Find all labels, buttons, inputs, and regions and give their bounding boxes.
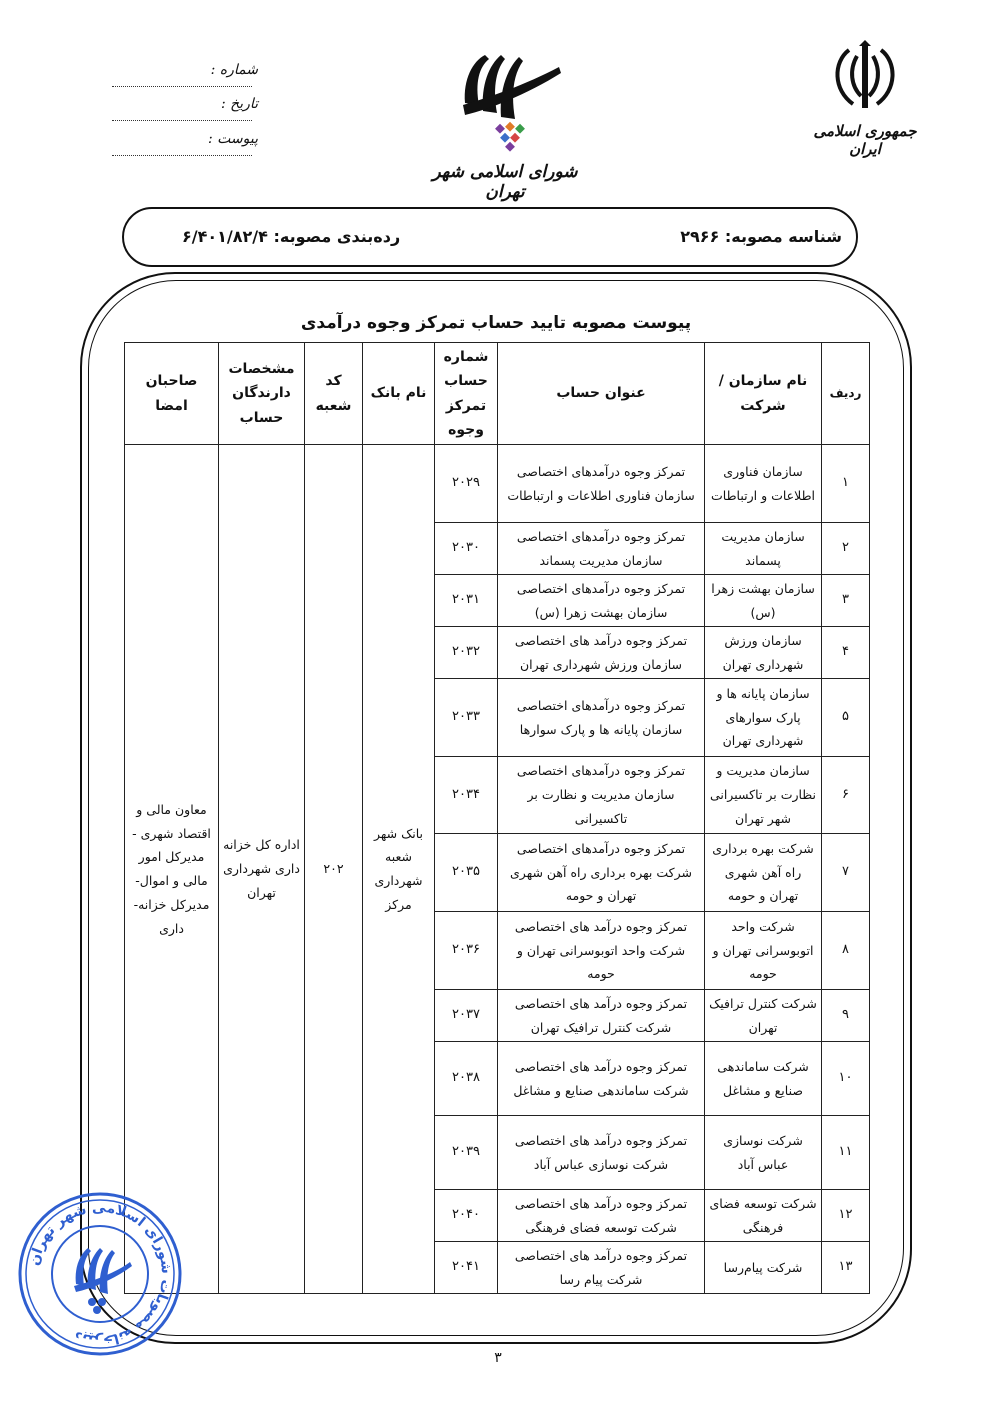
row-account: ۲۰۳۷ — [435, 990, 498, 1042]
row-account: ۲۰۳۵ — [435, 834, 498, 912]
iran-emblem-icon — [825, 40, 905, 116]
row-title: تمرکز وجوه درآمدهای اختصاصی سازمان مدیریت پسماند — [498, 523, 705, 575]
row-account: ۲۰۳۱ — [435, 575, 498, 627]
row-org: سازمان مدیریت و نظارت بر تاکسیرانی شهر تهران — [705, 757, 822, 834]
signers-cell: معاون مالی و اقتصاد شهری - مدیرکل امور مالی و اموال- مدیرکل خزانه- داری — [125, 445, 219, 1294]
row-index: ۱۰ — [822, 1042, 870, 1116]
row-org: شرکت ساماندهی صنایع و مشاغل — [705, 1042, 822, 1116]
row-org: شرکت کنترل ترافیک تهران — [705, 990, 822, 1042]
row-org: سازمان ورزش شهرداری تهران — [705, 627, 822, 679]
row-account: ۲۰۴۱ — [435, 1242, 498, 1294]
header-account-number: شماره حساب تمرکز وجوه — [435, 343, 498, 445]
row-title: تمرکز وجوه درآمد های اختصاصی شرکت توسعه فضای فرهنگی — [498, 1190, 705, 1242]
row-index: ۱۳ — [822, 1242, 870, 1294]
row-title: تمرکز وجوه درآمدهای اختصاصی شرکت بهره برداری راه آهن شهری تهران و حومه — [498, 834, 705, 912]
table-row — [125, 445, 870, 523]
council-name: شورای اسلامی شهر تهران — [432, 162, 578, 202]
republic-text: جمهوری اسلامی ایران — [813, 122, 917, 158]
branch-cell: ۲۰۲ — [305, 445, 363, 1294]
attachment-dots — [112, 155, 252, 156]
stamp-text: دبیرخانه مصوبات شورای اسلامی شهر تهران — [26, 1199, 175, 1349]
holders-cell: اداره کل خزانه داری شهرداری تهران — [219, 445, 305, 1294]
number-field — [78, 62, 258, 94]
bank-cell: بانک شهر شعبه شهرداری مرکز — [363, 445, 435, 1294]
row-index: ۴ — [822, 627, 870, 679]
row-title: تمرکز وجوه درآمدهای اختصاصی سازمان مدیریت و نظارت بر تاکسیرانی — [498, 757, 705, 834]
row-account: ۲۰۳۶ — [435, 912, 498, 990]
row-index: ۲ — [822, 523, 870, 575]
row-account: ۲۰۳۴ — [435, 757, 498, 834]
row-index: ۹ — [822, 990, 870, 1042]
row-index: ۷ — [822, 834, 870, 912]
row-org: شرکت نوسازی عباس آباد — [705, 1116, 822, 1190]
row-index: ۶ — [822, 757, 870, 834]
row-org: سازمان فناوری اطلاعات و ارتباطات — [705, 445, 822, 523]
row-title: تمرکز وجوه درآمد های اختصاصی شرکت کنترل ترافیک تهران — [498, 990, 705, 1042]
council-stamp-icon — [14, 1188, 186, 1360]
row-account: ۲۰۳۹ — [435, 1116, 498, 1190]
row-org: سازمان بهشت زهرا (س) — [705, 575, 822, 627]
row-account: ۲۰۴۰ — [435, 1190, 498, 1242]
row-title: تمرکز وجوه درآمد های اختصاصی سازمان ورزش شهرداری تهران — [498, 627, 705, 679]
row-account: ۲۰۳۲ — [435, 627, 498, 679]
row-org: شرکت توسعه فضای فرهنگی — [705, 1190, 822, 1242]
row-index: ۸ — [822, 912, 870, 990]
resolution-classification: رده‌بندی مصوبه: ۶/۴۰۱/۸۲/۴ — [182, 227, 401, 246]
row-index: ۱۲ — [822, 1190, 870, 1242]
row-account: ۲۰۲۹ — [435, 445, 498, 523]
row-index: ۱۱ — [822, 1116, 870, 1190]
row-title: تمرکز وجوه درآمد های اختصاصی شرکت پیام رسا — [498, 1242, 705, 1294]
row-title: تمرکز وجوه درآمد های اختصاصی شرکت نوسازی عباس آباد — [498, 1116, 705, 1190]
attachment-field — [78, 131, 258, 163]
accounts-table — [124, 342, 870, 1294]
row-index: ۱ — [822, 445, 870, 523]
date-label: تاریخ : — [220, 96, 258, 112]
header-bank: نام بانک — [363, 343, 435, 445]
attachment-label: پیوست : — [208, 131, 258, 147]
row-account: ۲۰۳۳ — [435, 679, 498, 757]
row-org: شرکت بهره برداری راه آهن شهری تهران و حومه — [705, 834, 822, 912]
row-title: تمرکز وجوه درآمد های اختصاصی شرکت ساماندهی صنایع و مشاغل — [498, 1042, 705, 1116]
page-number: ۳ — [494, 1350, 502, 1366]
row-title: تمرکز وجوه درآمد های اختصاصی شرکت واحد اتوبوسرانی تهران و حومه — [498, 912, 705, 990]
header-branch-code: کد شعبه — [305, 343, 363, 445]
row-title: تمرکز وجوه درآمدهای اختصاصی سازمان پایانه ها و پارک سوارها — [498, 679, 705, 757]
number-label: شماره : — [210, 62, 258, 78]
table-header-row — [125, 343, 870, 445]
header-row-number: ردیف — [822, 343, 870, 445]
date-dots — [112, 120, 252, 121]
row-org: شرکت پیام‌رسا — [705, 1242, 822, 1294]
header-holders: مشخصات دارندگان حساب — [219, 343, 305, 445]
header-account-title: عنوان حساب — [498, 343, 705, 445]
council-logo-icon — [455, 45, 565, 157]
number-dots — [112, 86, 252, 87]
date-field — [78, 96, 258, 128]
row-org: سازمان پایانه ها و پارک سوارهای شهرداری تهران — [705, 679, 822, 757]
header-signers: صاحبان امضا — [125, 343, 219, 445]
row-account: ۲۰۳۸ — [435, 1042, 498, 1116]
document-title: پیوست مصوبه تایید حساب تمرکز وجوه درآمدی — [300, 313, 692, 333]
row-org: شرکت واحد اتوبوسرانی تهران و حومه — [705, 912, 822, 990]
row-org: سازمان مدیریت پسماند — [705, 523, 822, 575]
row-index: ۵ — [822, 679, 870, 757]
row-index: ۳ — [822, 575, 870, 627]
row-account: ۲۰۳۰ — [435, 523, 498, 575]
row-title: تمرکز وجوه درآمدهای اختصاصی سازمان بهشت زهرا (س) — [498, 575, 705, 627]
resolution-id: شناسه مصوبه: ۲۹۶۶ — [680, 227, 842, 246]
row-title: تمرکز وجوه درآمدهای اختصاصی سازمان فناوری اطلاعات و ارتباطات — [498, 445, 705, 523]
header-org: نام سازمان / شرکت — [705, 343, 822, 445]
